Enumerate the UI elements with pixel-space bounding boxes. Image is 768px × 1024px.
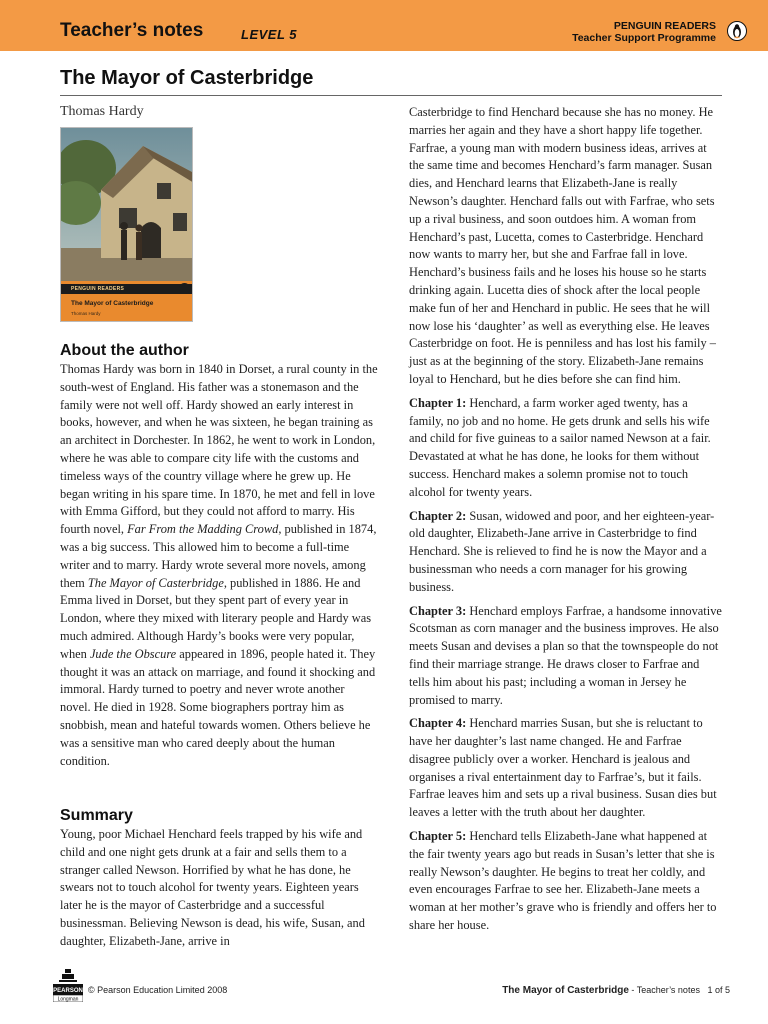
about-title-madding: Far From the Madding Crowd	[127, 522, 279, 537]
about-title-jude: Jude the Obscure	[89, 646, 177, 661]
footer-doc-suffix: - Teacher’s notes	[628, 985, 700, 995]
cover-title: The Mayor of Casterbridge	[71, 300, 154, 307]
summary-text: Young, poor Michael Henchard feels trapped by his wife and child and one night gets drunk at a fair and sells them to a stranger called Newson. Horrified by what he has done, he swears not to touch alcohol for twenty years. Eighteen years later he is the mayor of Casterbridge and a successful businessman. Believing Newson is dead, his wife, Susan, and daughter, Elizabeth-Jane, arrive in	[60, 827, 365, 948]
chapter-1-text: Henchard, a farm worker aged twenty, has a family, no job and no home. He gets drunk and sells his wife and child for five guineas to a sailor named Newson at a fair. Devastated at what he has done, he looks for them without success. Henchard makes a solemn promise not to touch alcohol for twenty years.	[409, 395, 711, 499]
pearson-longman-logo-icon	[53, 968, 83, 1002]
chapter-5	[409, 828, 723, 935]
about-text-2: , published in 1874, was a big success. This allowed him to become a full-time writer and to marry. Hardy wrote several more novels, among them	[60, 522, 377, 590]
chapter-2	[409, 508, 723, 597]
footer-page-number: 1 of 5	[707, 985, 730, 995]
chapter-2-text: Susan, widowed and poor, and her eighteen-year-old daughter, Elizabeth-Jane arrive in Casterbridge to find Henchard. She is relieved to find he is now the Mayor and a businessman who needs a corn manager for his growing business.	[409, 508, 715, 594]
book-cover-image	[60, 127, 193, 322]
about-heading: About the author	[60, 342, 189, 359]
chapter-3-label: Chapter 3:	[409, 603, 467, 618]
chapter-4	[409, 715, 723, 822]
cover-author: Thomas Hardy	[71, 311, 101, 316]
header-title: Teacher’s notes	[60, 20, 204, 41]
chapter-5-label: Chapter 5:	[409, 829, 467, 844]
cover-title-band	[61, 281, 193, 322]
cover-series-label: PENGUIN READERS	[61, 284, 193, 294]
chapter-3	[409, 603, 723, 710]
footer-doc-title: The Mayor of Casterbridge	[502, 985, 629, 996]
footer-publisher-line1: PEARSON	[53, 988, 83, 994]
footer-page-info	[502, 985, 730, 996]
footer-publisher-line2: Longman	[57, 996, 79, 1002]
chapter-1-label: Chapter 1:	[409, 395, 467, 410]
header-level: LEVEL 5	[241, 27, 298, 42]
cover-penguin-icon	[179, 283, 190, 294]
chapter-1	[409, 395, 723, 502]
chapter-4-text: Henchard marries Susan, but she is reluctant to have her daughter’s last name changed. He and Farfrae disagree publicly over a worker. Henchard is jealous and organises a rival entertainment day to Farfrae’s, but it fails. Farfrae leaves him and sets up a rival business. Susan dies but leaves a letter with the truth about her daughter.	[409, 716, 717, 820]
right-column	[409, 104, 723, 935]
chapter-5-text: Henchard tells Elizabeth-Jane what happened at the fair twenty years ago but reads in Susan’s letter that she is really Newson’s daughter. He begins to treat her coldly, and even encourages Farfrae to see her. Elizabeth-Jane meets a woman at her mother’s grave who is friendly and offers her to share her house.	[409, 829, 717, 933]
summary-paragraph	[60, 826, 378, 951]
about-paragraph	[60, 361, 378, 770]
header-brand	[572, 20, 716, 44]
about-text-3: , published in 1886. He and Emma lived in Dorset, but they spent part of every year in London, where they mixed with literary people and Hardy was much admired. Although Hardy’s books were very popular, when	[60, 575, 372, 661]
summary-heading: Summary	[60, 807, 133, 824]
header-brand-line2: Teacher Support Programme	[572, 32, 716, 44]
footer-copyright: © Pearson Education Limited 2008	[88, 985, 228, 995]
about-text-4: appeared in 1896, people hated it. They thought it was an attack on marriage, and found it shocking and immoral. Hardy turned to poetry and never wrote another novel. He died in 1928. Some biographers portray him as snobbish, mean and hateful towards women. Others believe he was a sensitive man who cared deeply about the human condition.	[60, 646, 376, 768]
chapter-4-label: Chapter 4:	[409, 716, 467, 731]
chapter-3-text: Henchard employs Farfrae, a handsome innovative Scotsman as corn manager and the business improves. He also meets Susan and devises a plan so that the townspeople do not find their marriage strange. He draws closer to Farfrae and tells him about his past; including a woman in Jersey he promised to marry.	[409, 603, 722, 707]
chapter-2-label: Chapter 2:	[409, 508, 467, 523]
title-divider	[60, 95, 722, 96]
page-title: The Mayor of Casterbridge	[60, 67, 314, 89]
header-brand-line1: PENGUIN READERS	[613, 20, 716, 32]
author-name: Thomas Hardy	[60, 104, 144, 119]
penguin-logo-icon	[727, 21, 747, 41]
summary-continued: Casterbridge to find Henchard because she has no money. He marries her again and they have a short happy life together. Farfrae, a young man with modern business ideas, arrives at the same time and becomes Henchard’s farm manager. Susan dies, and Henchard learns that Elizabeth-Jane is really Newson’s daughter. Henchard falls out with Farfrae, who sets up a rival business, and soon outdoes him. A woman from Henchard’s past, Lucetta, comes to Casterbridge. Henchard now wants to marry her, but she and Farfrae fall in love. Henchard’s business fails and he loses his house so he starts drinking again. Lucetta dies of shock after the local people make fun of her and Henchard in public. He sees that he will now lose his ‘daughter’ as well as everything else. He leaves Casterbridge on foot. He is penniless and has lost his family – just as at the beginning of the story. Elizabeth-Jane remains loyal to Henchard, but he dies before she can find him.	[409, 105, 716, 386]
cover-illustration	[61, 128, 193, 283]
about-title-mayor: The Mayor of Casterbridge	[87, 575, 224, 590]
about-text-1: Thomas Hardy was born in 1840 in Dorset, a rural county in the south-west of England. His father was a stonemason and the family were not well off. Hardy showed an early interest in books, however, and when he was sixteen, he began training as an architect in Dorchester. In 1862, he went to work in London, where he was able to compare city life with the customs and timeless ways of the country village where he grew up. He began writing in his spare time. In 1870, he met and fell in love with Emma Gifford, but they could not afford to marry. His fourth novel,	[60, 362, 378, 537]
